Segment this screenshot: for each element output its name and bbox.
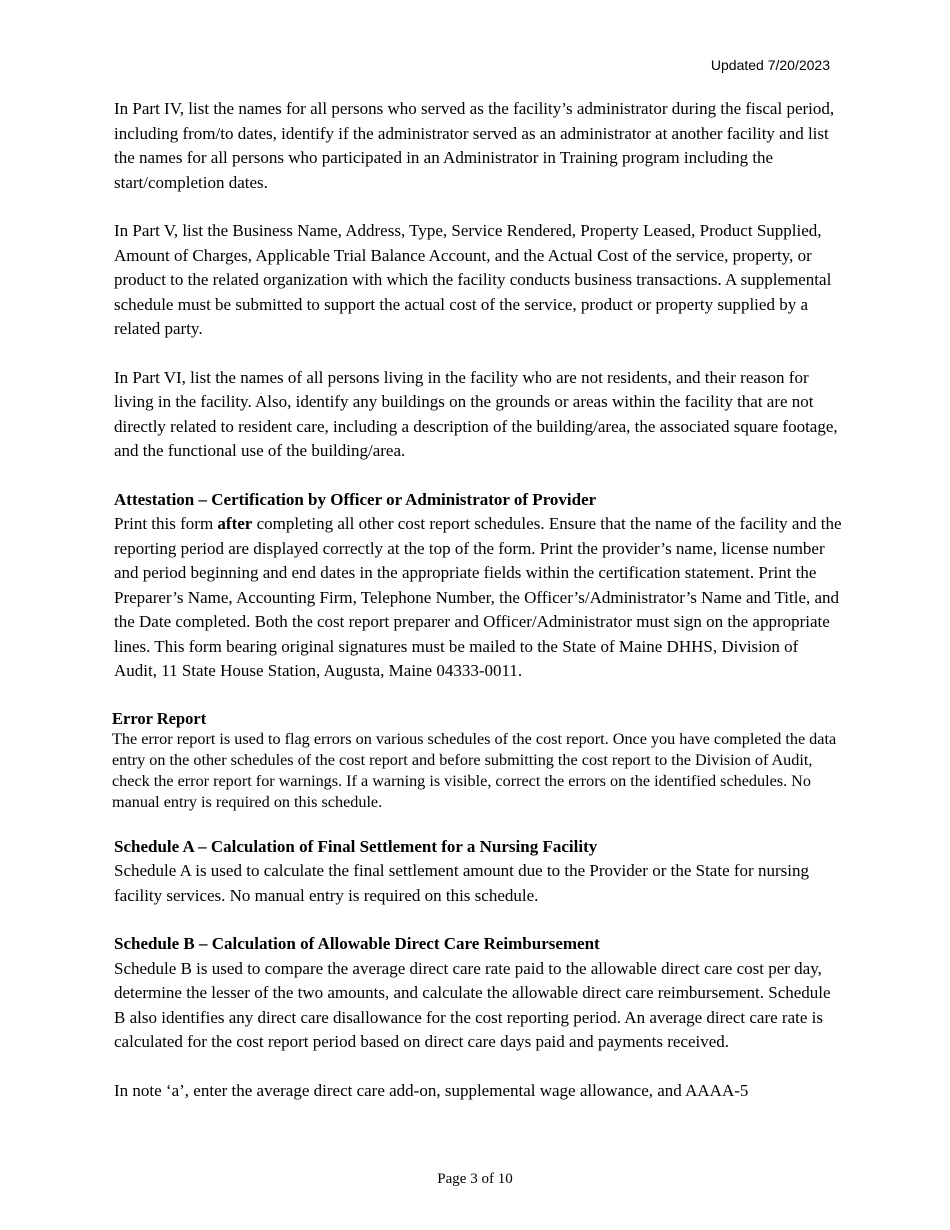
schedule-b-heading: Schedule B – Calculation of Allowable Direct Care Reimbursement — [114, 934, 600, 954]
attestation-text-bold: after — [217, 514, 253, 533]
error-report-section — [112, 708, 852, 814]
attestation-heading: Attestation – Certification by Officer or Administrator of Provider — [114, 489, 597, 509]
document-body — [114, 97, 844, 1103]
attestation-paragraph — [114, 512, 844, 684]
part-vi-paragraph: In Part VI, list the names of all persons living in the facility who are not residents, and their reason for living in the facility. Also, identify any buildings on the grounds or areas within the facility that are not directly related to resident care, including a description of the building/area, the associated square footage, and the functional use of the building/area. — [114, 367, 838, 460]
note-a-paragraph: In note ‘a’, enter the average direct care add-on, supplemental wage allowance, and AAAA-5 — [114, 1080, 749, 1100]
attestation-text-before: Print this form — [114, 514, 218, 533]
schedule-a-section — [114, 835, 844, 909]
attestation-section — [114, 488, 844, 684]
page-number: Page 3 of 10 — [437, 1171, 513, 1187]
schedule-b-section — [114, 932, 844, 1055]
error-report-paragraph: The error report is used to flag errors on various schedules of the cost report. Once you have completed the data entry on the other schedules of the cost report and before submitting the cost report to the Division of Audit, check the error report for warnings. If a warning is visible, correct the errors on the identified schedules. No manual entry is required on this schedule. — [112, 729, 837, 812]
part-v-paragraph: In Part V, list the Business Name, Address, Type, Service Rendered, Property Leased, Product Supplied, Amount of Charges, Applicable Trial Balance Account, and the Actual Cost of the service, property, or product to the related organization with which the facility conducts business transactions. A supplemental schedule must be submitted to support the actual cost of the service, product or property supplied by a related party. — [114, 221, 832, 338]
error-report-heading: Error Report — [112, 708, 207, 728]
schedule-a-heading: Schedule A – Calculation of Final Settlement for a Nursing Facility — [114, 836, 598, 856]
schedule-b-paragraph: Schedule B is used to compare the average direct care rate paid to the allowable direct care cost per day, determine the lesser of the two amounts, and calculate the allowable direct care reimbursement. Schedule B also identifies any direct care disallowance for the cost reporting period. An average direct care rate is calculated for the cost report period based on direct care days paid and payments received. — [114, 958, 831, 1052]
part-iv-paragraph: In Part IV, list the names for all persons who served as the facility’s administrator during the fiscal period, including from/to dates, identify if the administrator served as an administrator at another facility and list the names for all persons who participated in an Administrator in Training program including the start/completion dates. — [114, 99, 835, 192]
attestation-text-after: completing all other cost report schedules. Ensure that the name of the facility and the reporting period are displayed correctly at the top of the form. Print the provider’s name, license number and period beginning and end dates in the appropriate fields within the certification statement. Print the Preparer’s Name, Accounting Firm, Telephone Number, the Officer’s/Administrator’s Name and Title, and the Date completed. Both the cost report preparer and Officer/Administrator must sign on the appropriate lines. This form bearing original signatures must be mailed to the State of Maine DHHS, Division of Audit, 11 State House Station, Augusta, Maine 04333-0011. — [114, 514, 842, 680]
updated-date: Updated 7/20/2023 — [710, 57, 830, 73]
schedule-a-paragraph: Schedule A is used to calculate the final settlement amount due to the Provider or the State for nursing facility services. No manual entry is required on this schedule. — [114, 861, 809, 905]
